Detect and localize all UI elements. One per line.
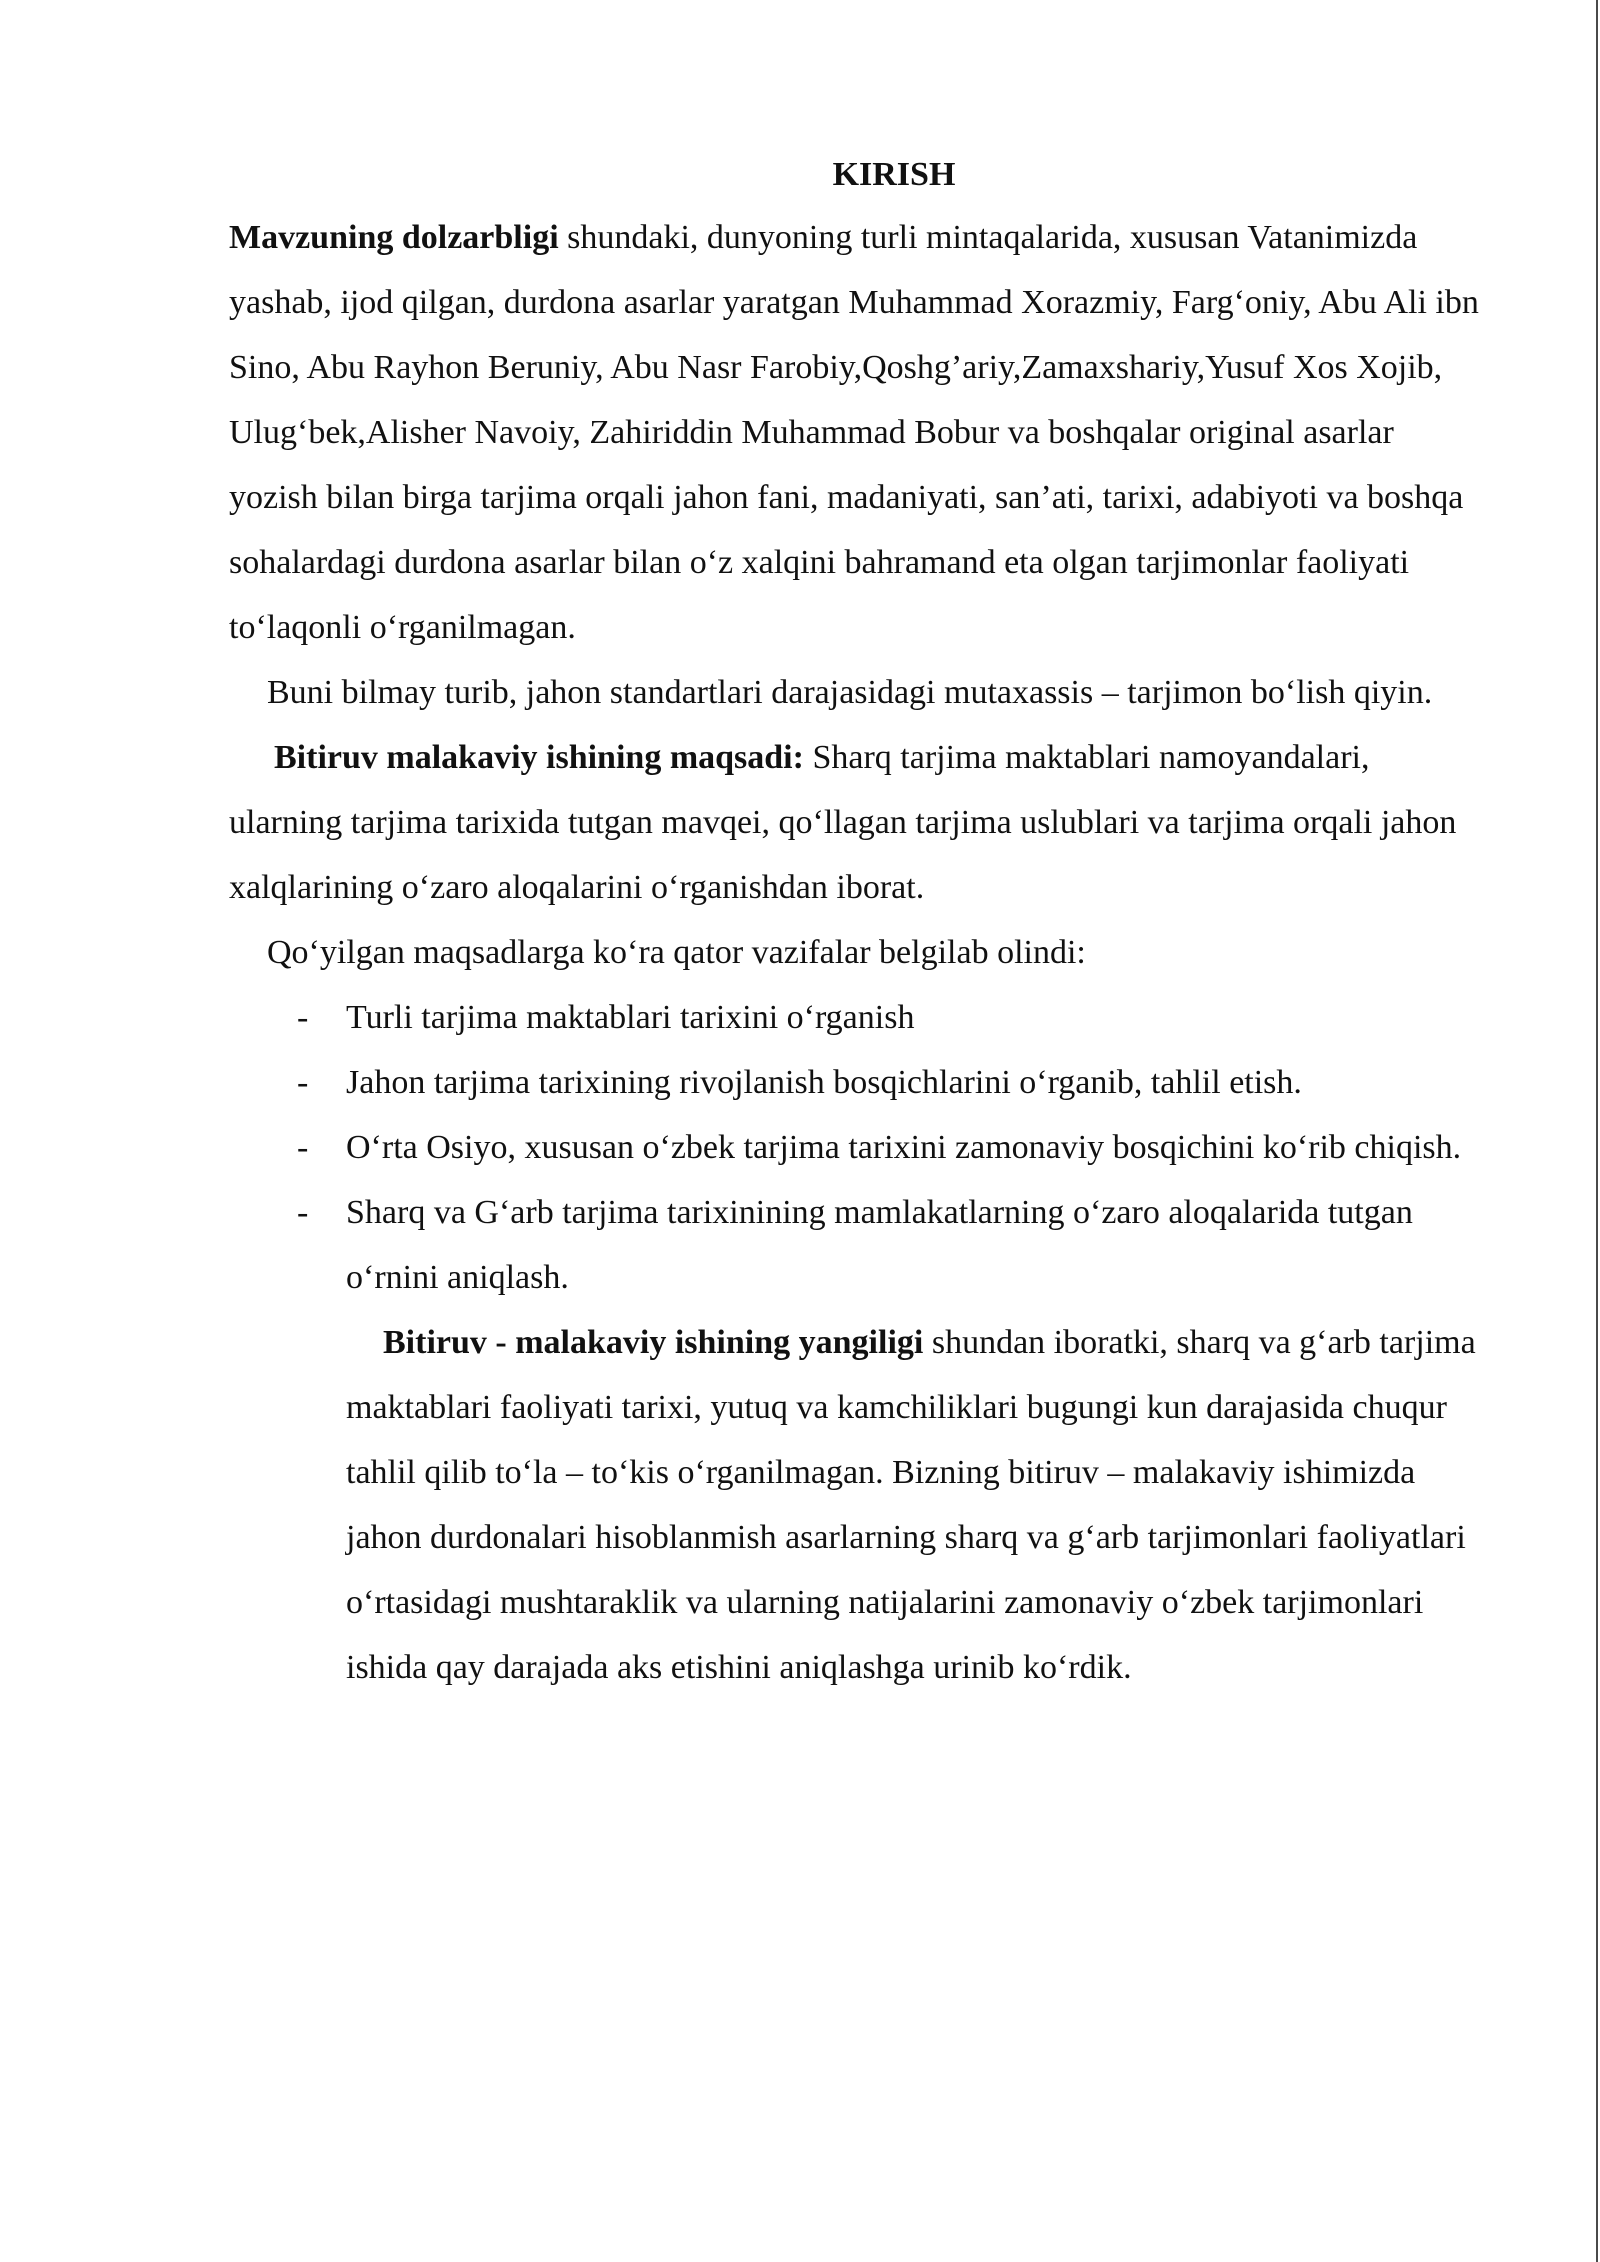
list-dash: -	[297, 1064, 309, 1101]
tasks-intro: Qo‘yilgan maqsadlarga ko‘ra qator vazifalar belgilab olindi:	[267, 934, 1086, 971]
list-dash: -	[297, 999, 309, 1036]
goal-heading: Bitiruv malakaviy ishining maqsadi:	[274, 739, 804, 776]
list-item-text: Turli tarjima maktablari tarixini o‘rganish	[346, 999, 915, 1036]
page-title: KIRISH	[832, 156, 956, 193]
list-item	[229, 1115, 1489, 1180]
list-item-text: Jahon tarjima tarixining rivojlanish bosqichlarini o‘rganib, tahlil etish.	[346, 1064, 1302, 1101]
list-item	[229, 1050, 1489, 1115]
novelty-text: shundan iboratki, sharq va g‘arb tarjima maktablari faoliyati tarixi, yutuq va kamchiliklari bugungi kun darajasida chuqur tahlil qilib to‘la – to‘kis o‘rganilmagan. Bizning bitiruv – malakaviy ishimizda jahon durdonalari hisoblanmish asarlarning sharq va g‘arb tarjimonlari faoliyatlari o‘rtasidagi mushtaraklik va ularning natijalarini zamonaviy o‘zbek tarjimonlari ishida qay darajada aks etishini aniqlashga urinib ko‘rdik.	[346, 1324, 1476, 1686]
document-body	[229, 145, 1489, 1700]
difficulty-paragraph: Buni bilmay turib, jahon standartlari darajasidagi mutaxassis – tarjimon bo‘lish qiyin.	[267, 674, 1433, 711]
list-item-text: O‘rta Osiyo, xususan o‘zbek tarjima tarixini zamonaviy bosqichini ko‘rib chiqish.	[346, 1129, 1462, 1166]
list-dash: -	[297, 1129, 309, 1166]
goal-paragraph	[229, 725, 1489, 920]
list-dash: -	[297, 1194, 309, 1231]
novelty-heading: Bitiruv - malakaviy ishining yangiligi	[383, 1324, 924, 1361]
relevance-heading: Mavzuning dolzarbligi	[229, 219, 559, 256]
list-item	[229, 1180, 1489, 1310]
list-item	[229, 985, 1489, 1050]
list-item-text: Sharq va G‘arb tarjima tarixinining mamlakatlarning o‘zaro aloqalarida tutgan o‘rnini aniqlash.	[346, 1194, 1413, 1296]
novelty-paragraph	[229, 1310, 1489, 1700]
relevance-text: shundaki, dunyoning turli mintaqalarida, xususan Vatanimizda yashab, ijod qilgan, durdona asarlar yaratgan Muhammad Xorazmiy, Farg‘oniy, Abu Ali ibn Sino, Abu Rayhon Beruniy, Abu Nasr Farobiy,Qoshg’ariy,Zamaxshariy,Yusuf Xos Xojib, Ulug‘bek,Alisher Navoiy, Zahiriddin Muhammad Bobur va boshqalar original asarlar yozish bilan birga tarjima orqali jahon fani, madaniyati, san’ati, tarixi, adabiyoti va boshqa sohalardagi durdona asarlar bilan o‘z xalqini bahramand eta olgan tarjimonlar faoliyati to‘laqonli o‘rganilmagan.	[229, 219, 1479, 646]
page-edge-rule	[1596, 0, 1598, 2262]
task-list	[229, 985, 1489, 1310]
goal-text: Sharq tarjima maktablari namoyandalari, ularning tarjima tarixida tutgan mavqei, qo‘llagan tarjima uslublari va tarjima orqali jahon xalqlarining o‘zaro aloqalarini o‘rganishdan iborat.	[229, 739, 1457, 906]
relevance-paragraph	[229, 205, 1489, 660]
